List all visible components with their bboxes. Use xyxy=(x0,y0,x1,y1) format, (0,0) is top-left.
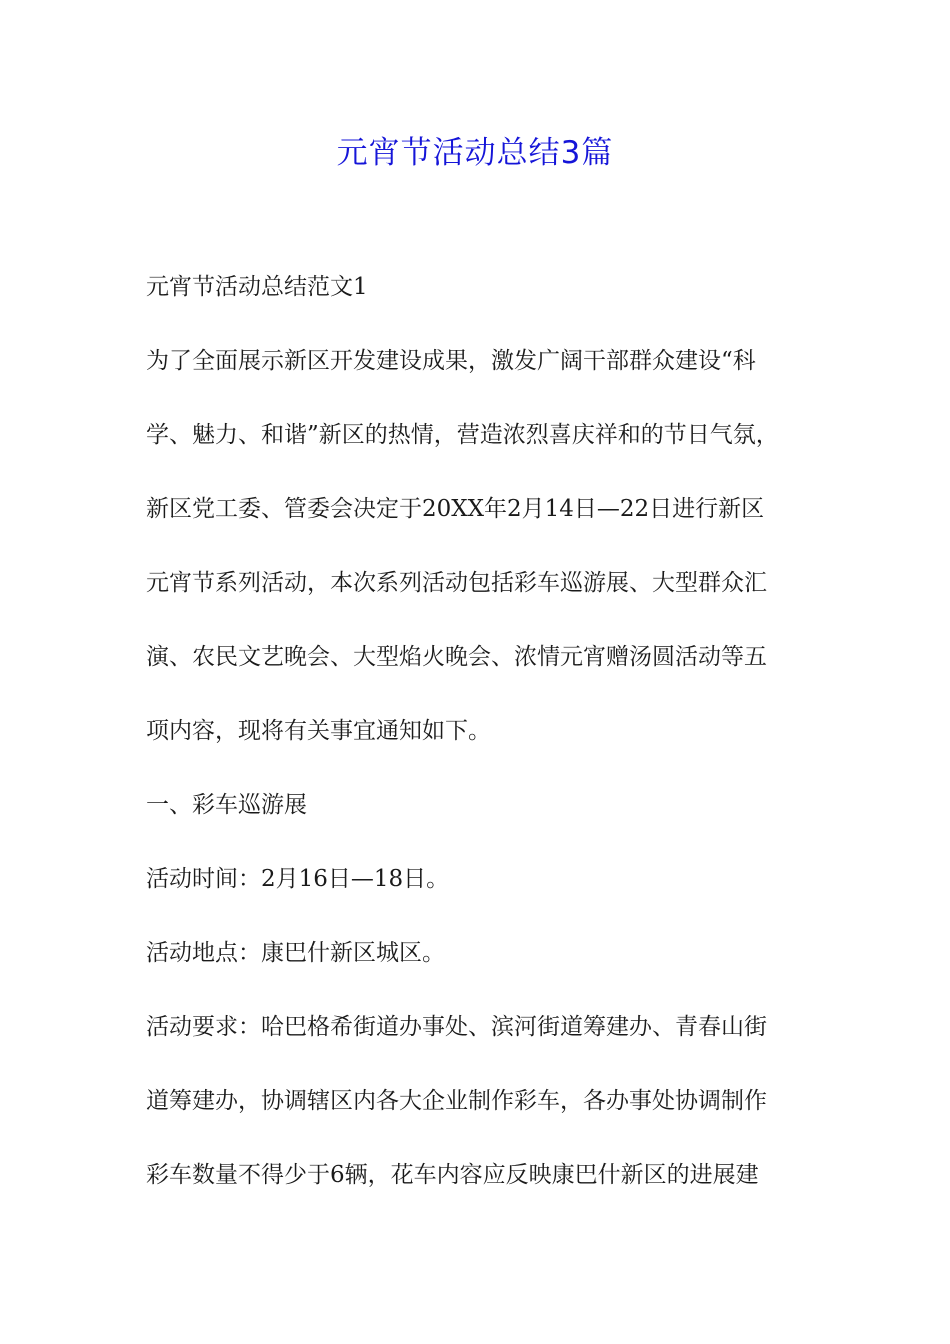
intro-paragraph xyxy=(146,337,826,756)
paragraph-line: 道筹建办，协调辖区内各大企业制作彩车，各办事处协调制作 xyxy=(146,1088,767,1114)
paragraph-line: 活动要求：哈巴格希街道办事处、滨河街道筹建办、青春山街 xyxy=(146,1014,767,1040)
requirement-paragraph xyxy=(146,1003,826,1200)
paragraph-line: 项内容，现将有关事宜通知如下。 xyxy=(146,718,491,744)
paragraph-line: 新区党工委、管委会决定于20XX年2月14日—22日进行新区 xyxy=(146,496,765,522)
paragraph-line: 彩车数量不得少于6辆，花车内容应反映康巴什新区的进展建 xyxy=(146,1162,759,1188)
section-subtitle: 元宵节活动总结范文1 xyxy=(146,274,368,300)
paragraph-line: 学、魅力、和谐”新区的热情，营造浓烈喜庆祥和的节日气氛， xyxy=(146,422,779,448)
activity-time: 活动时间：2月16日—18日。 xyxy=(146,866,450,892)
document-title: 元宵节活动总结3篇 xyxy=(336,135,614,171)
activity-place: 活动地点：康巴什新区城区。 xyxy=(146,940,445,966)
section-heading: 一、彩车巡游展 xyxy=(146,792,307,818)
paragraph-line: 为了全面展示新区开发建设成果，激发广阔干部群众建设“科 xyxy=(146,348,756,374)
paragraph-line: 演、农民文艺晚会、大型焰火晚会、浓情元宵赠汤圆活动等五 xyxy=(146,644,767,670)
document-body xyxy=(146,263,826,1225)
paragraph-line: 元宵节系列活动，本次系列活动包括彩车巡游展、大型群众汇 xyxy=(146,570,767,596)
